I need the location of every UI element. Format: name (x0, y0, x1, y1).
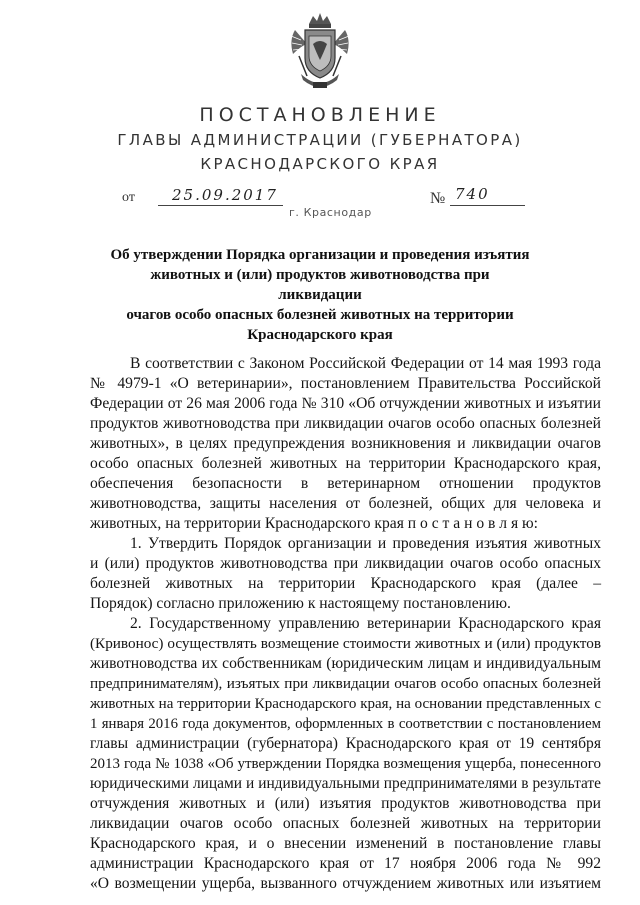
region-heading: КРАСНОДАРСКОГО КРАЯ (200, 155, 440, 173)
body-line: Федерации от 26 мая 2006 года № 310 «Об отчуждении животных и изъятии (90, 395, 601, 412)
document-type-heading: ПОСТАНОВЛЕНИЕ (199, 104, 441, 126)
body-line: (Кривонос) осуществлять возмещение стоимости животных и (или) продуктов (90, 635, 601, 652)
body-line: ликвидации очагов особо опасных болезней животных на территории (90, 815, 601, 832)
title-line: Об утверждении Порядка организации и проведения изъятия (110, 247, 530, 263)
body-line: 1. Утвердить Порядок организации и проведения изъятия животных (130, 535, 601, 552)
body-line: животных», в целях предупреждения возникновения и ликвидации очагов (90, 435, 601, 452)
body-line: 2. Государственному управлению ветеринарии Краснодарского края (130, 615, 601, 632)
title-line: Краснодарского края (247, 327, 393, 343)
number-value: 740 (455, 185, 490, 203)
body-line: животных на территории Краснодарского края, на основании представленных с (90, 696, 601, 712)
body-line: № 4979-1 «О ветеринарии», постановлением Правительства Российской (90, 375, 601, 392)
body-line: администрации Краснодарского края от 17 ноября 2006 года № 992 (90, 855, 601, 872)
number-underline (450, 205, 525, 206)
number-prefix-label: № (430, 190, 446, 207)
body-line: болезней животных на территории Краснодарского края (далее – (90, 575, 601, 592)
body-line: предпринимателям), изъятых при ликвидации очагов особо опасных болезней (90, 675, 601, 692)
body-line: 2013 года № 1038 «Об утверждении Порядка возмещения ущерба, понесенного (90, 756, 601, 772)
date-value: 25.09.2017 (172, 186, 278, 204)
body-line: животных, на территории Краснодарского края п о с т а н о в л я ю: (90, 515, 539, 532)
date-prefix-label: от (122, 190, 135, 205)
city-label: г. Краснодар (289, 206, 372, 219)
title-line: очагов особо опасных болезней животных на территории (126, 307, 514, 323)
coat-of-arms-emblem (287, 10, 353, 92)
body-line: «О возмещении ущерба, вызванного отчуждением животных или изъятием (90, 875, 601, 892)
body-line: главы администрации (губернатора) Краснодарского края от 19 сентября (90, 735, 601, 752)
body-line: Краснодарского края, и о внесении изменений в постановление главы (90, 835, 601, 852)
issuer-heading: ГЛАВЫ АДМИНИСТРАЦИИ (ГУБЕРНАТОРА) (117, 131, 523, 149)
body-line: продуктов животноводства при ликвидации очагов особо опасных болезней (90, 415, 601, 432)
title-line: животных и (или) продуктов животноводства при ликвидации (150, 267, 490, 303)
body-line: обеспечения безопасности в ветеринарном отношении продуктов (90, 475, 601, 492)
document-title (110, 245, 530, 345)
date-underline (158, 205, 283, 206)
body-line: В соответствии с Законом Российской Федерации от 14 мая 1993 года (130, 355, 601, 372)
body-line: животноводства, защиты населения от болезней, общих для человека и (90, 495, 601, 512)
body-line: и (или) продуктов животноводства при ликвидации очагов особо опасных (90, 555, 601, 572)
body-line: юридическими лицами и индивидуальными предпринимателями в результате (90, 775, 601, 792)
body-line: Порядок) согласно приложению к настоящему постановлению. (90, 595, 511, 612)
body-line: животноводства их собственникам (юридическим лицам и индивидуальным (90, 655, 601, 672)
body-line: 1 января 2016 года документов, оформленных в соответствии с постановлением (90, 716, 601, 732)
body-line: отчуждения животных и (или) изъятия продуктов животноводства при (90, 795, 601, 812)
body-line: особо опасных болезней животных на территории Краснодарского края, (90, 455, 601, 472)
